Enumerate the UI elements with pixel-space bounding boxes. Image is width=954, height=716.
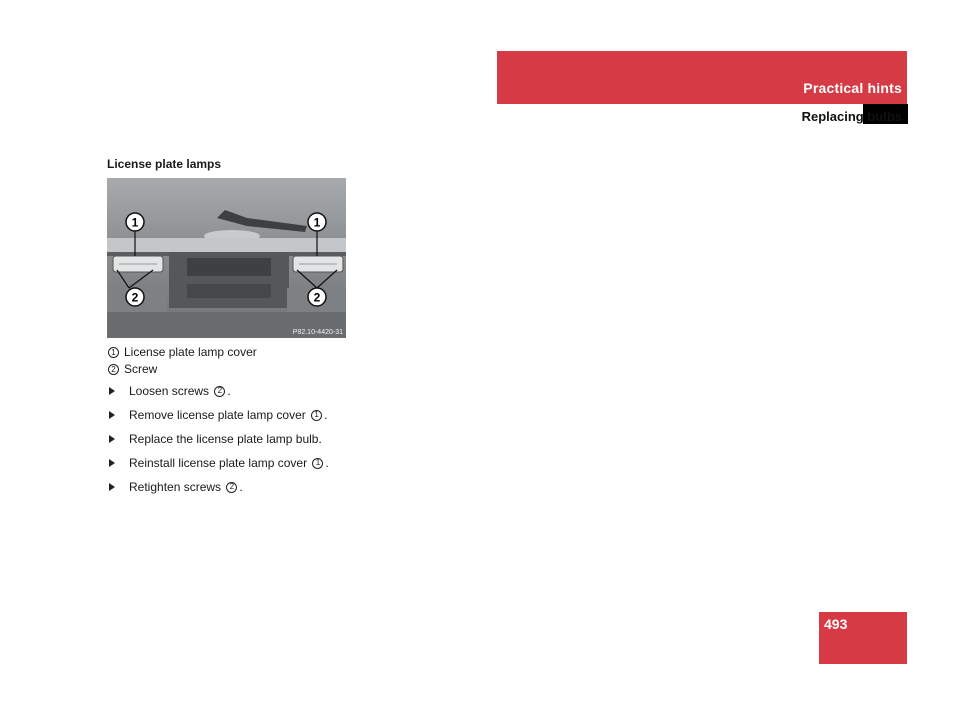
reference-number-icon: 2	[214, 386, 225, 397]
triangle-bullet-icon	[109, 459, 115, 467]
triangle-bullet-icon	[109, 387, 115, 395]
reference-number-icon: 1	[312, 458, 323, 469]
figure-code: P82.10-4420-31	[292, 329, 343, 336]
triangle-bullet-icon	[109, 483, 115, 491]
svg-text:1: 1	[131, 215, 139, 230]
page-number: 493	[824, 616, 848, 632]
legend-label: Screw	[124, 362, 158, 376]
legend-item	[107, 361, 257, 378]
triangle-bullet-icon	[109, 435, 115, 443]
figure-illustration	[107, 178, 346, 338]
step-item	[107, 407, 329, 423]
legend-number-icon: 1	[108, 347, 119, 358]
reference-number-icon: 2	[226, 482, 237, 493]
chapter-header-band	[497, 51, 907, 104]
license-plate-lamps-figure	[107, 178, 346, 338]
step-suffix: .	[227, 384, 231, 398]
step-text: Remove license plate lamp cover	[129, 408, 306, 422]
triangle-bullet-icon	[109, 411, 115, 419]
step-suffix: .	[325, 456, 329, 470]
callout-2-right	[308, 288, 326, 306]
svg-text:1: 1	[313, 215, 321, 230]
step-text: Loosen screws	[129, 384, 210, 398]
callout-1-left	[126, 213, 144, 231]
callout-2-left	[126, 288, 144, 306]
step-item	[107, 383, 329, 399]
figure-legend	[107, 344, 257, 378]
svg-text:2: 2	[313, 290, 321, 305]
step-item	[107, 479, 329, 495]
svg-text:2: 2	[131, 290, 139, 305]
subsection-heading: License plate lamps	[107, 157, 222, 171]
chapter-title: Practical hints	[803, 80, 902, 96]
legend-label: License plate lamp cover	[124, 345, 257, 359]
step-item	[107, 455, 329, 471]
callout-1-right	[308, 213, 326, 231]
step-text: Reinstall license plate lamp cover	[129, 456, 308, 470]
section-title: Replacing bulbs	[801, 109, 902, 124]
step-text: Retighten screws	[129, 480, 222, 494]
legend-item	[107, 344, 257, 361]
instruction-steps	[107, 383, 329, 503]
reference-number-icon: 1	[311, 410, 322, 421]
step-text: Replace the license plate lamp bulb.	[129, 432, 322, 446]
legend-number-icon: 2	[108, 364, 119, 375]
step-suffix: .	[239, 480, 243, 494]
step-item	[107, 431, 329, 447]
step-suffix: .	[324, 408, 328, 422]
